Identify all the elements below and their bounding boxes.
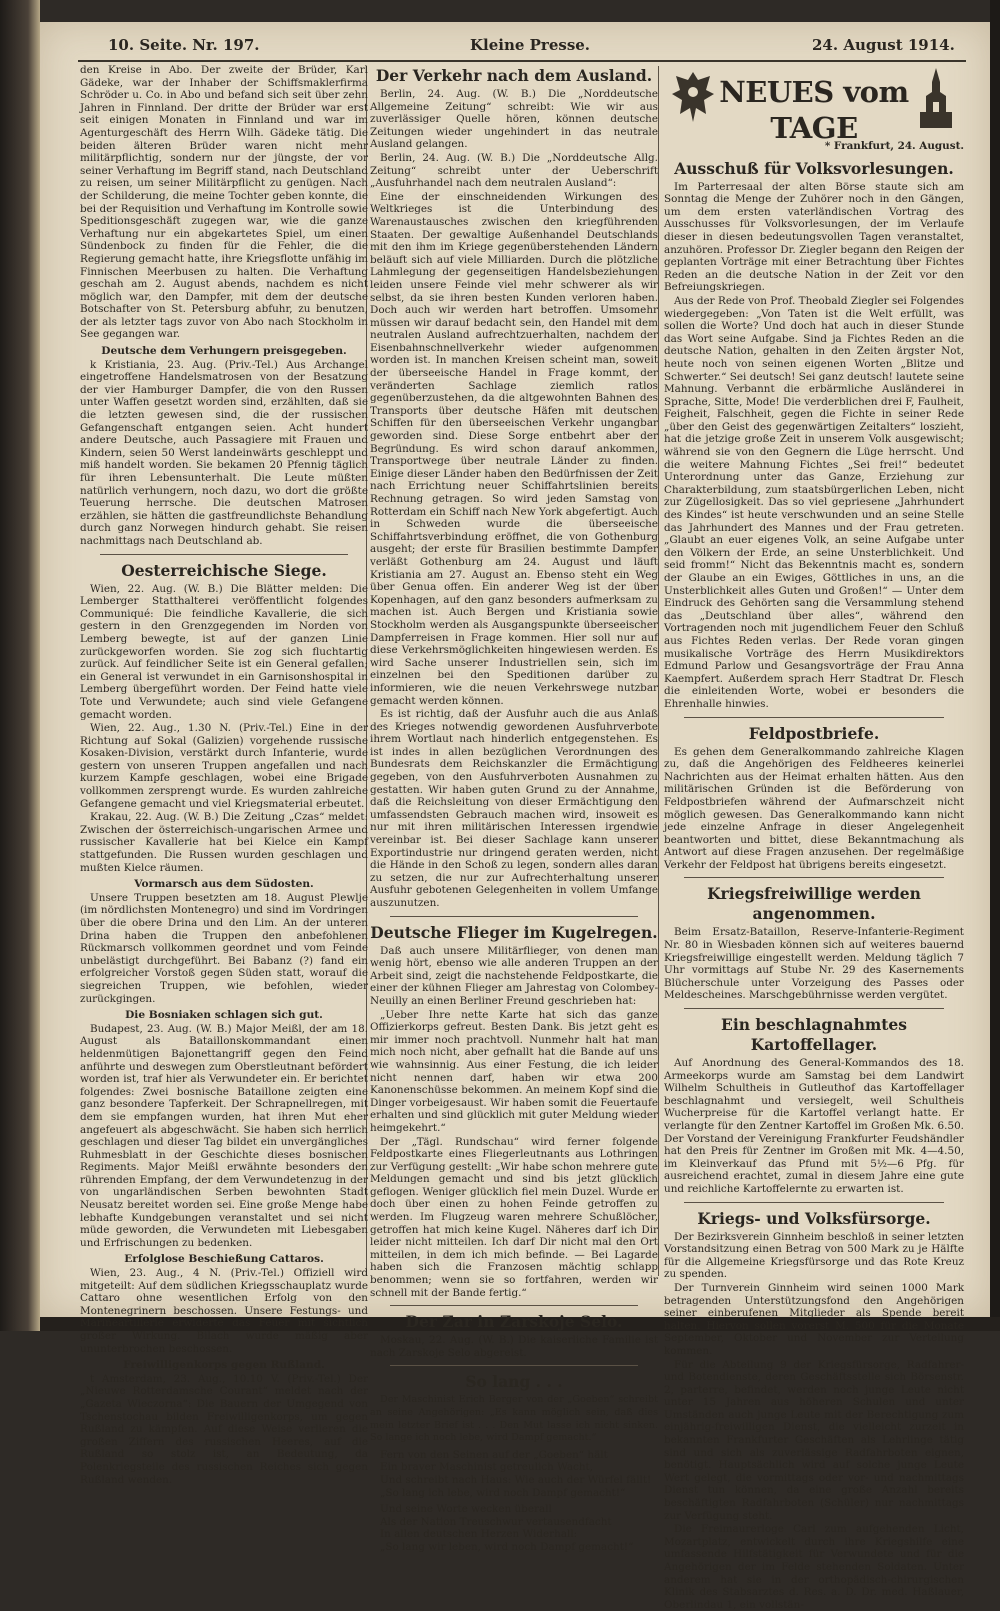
article-text: Aus der Rede von Prof. Theobald Ziegler sei Folgendes wiedergegeben: „Von Taten ist die Welt erfüllt, was sollen die Worte? Und doch hat auch in dieser Stunde das Wort seine Aufgabe. Sind ja Fichtes Reden an die deutsche Nation, gehalten in den Zeiten ärgster Not, heute noch von seinen eigenen Worten „Blitze und Schwerter.“ Sei deutsch! Sei ganz deutsch! lautete seine Mahnung. Verbannt die erbärmliche Ausländerei in Sprache, Sitte, Mode! Die verderblichen drei F, Faulheit, Feigheit, Falschheit, gegen die Fichte in seiner Rede „über den Geist des gegenwärtigen Zeitalters“ loszieht, hat die jetzige große Zeit in unserem Volk ausgewischt; während sie von den Gegnern die Lüge herrscht. Und die weitere Mahnung Fichtes „Sei frei!“ bedeutet Unterordnung unter das Ganze, Erziehung zur Charakterbildung, zum staatsbürgerlichen Leben, nicht zur Zügellosigkeit. Das so viel gepriesene „Jahrhundert des Kindes“ ist heute verschwunden und an seine Stelle das Jahrhundert des Mannes und der Frau getreten. „Glaubt an euer eigenes Volk, an seine Aufgabe unter den Völkern der Erde, an seine Unsterblichkeit. Und seid fromm!“ Nicht das Bekenntnis macht es, sondern der Glaube an ein Ewiges, Göttliches in uns, an die Unsterblichkeit alles Guten und Großen!“ — Unter dem Eindruck des Gehörten sang die Versammlung stehend das „Deutschland über alles“, während den Vortragenden noch mit jugendlichem Feuer den Schluß aus Fichtes Reden verlas. Der Rede voran gingen musikalische Vorträge des Herrn Musikdirektors Edmund Parlow und Gesangsvorträge der Frau Anna Kaempfert. Außerdem sprach Herr Stadtrat Dr. Flesch die einleitenden Worte, wobei er besonders die Ehrenhalle hinwies.	[664, 294, 964, 710]
article-subheading: Erfolglose Beschießung Cattaros.	[124, 1253, 324, 1266]
article-text: Es ist richtig, daß der Ausfuhr auch die aus Anlaß des Krieges notwendig gewordenen Ausfuhrverbote ihrem Wortlaut nach hinderlich entgegenstehen. Es ist indes in allen bezüglichen Verordnungen des Bundesrats dem Reichskanzler die Ermächtigung gegeben, von den Ausfuhrverboten Ausnahmen zu gestatten. Wir haben guten Grund zu der Annahme, daß die Reichsleitung von dieser Ermächtigung den umfassendsten Gebrauch machen wird, insoweit es nur mit ihren militärischen Interessen irgendwie vereinbar ist. Bei dieser Sachlage kann unserer Exportindustrie nur dringend geraten werden, nicht die Hände in den Schoß zu legen, sondern alles daran zu setzen, die nur zur Aufrechterhaltung unserer Ausfuhr gebotenen Gelegenheiten in vollem Umfange auszunutzen.	[370, 708, 658, 909]
article-text: Krakau, 22. Aug. (W. B.) Die Zeitung „Czas“ meldet: Zwischen der österreichisch-ungarischen Armee und russischer Kavallerie hat bei Kielce ein Kampf stattgefunden. Die Russen wurden geschlagen und mußten Kielce räumen.	[80, 811, 368, 874]
article-text: den Kreise in Abo. Der zweite der Brüder, Karl Gädeke, war der Inhaber der Schiffsmaklerfirma Schröder u. Co. in Abo und befand sich seit über zehn Jahren in Finnland. Der dritte der Brüder war erst seit einigen Monaten in Finnland und war im Agenturgeschäft des Herrn Wilh. Gädeke tätig. Die beiden älteren Brüder waren nicht mehr militärpflichtig, sondern nur der jüngste, der vor seiner Verhaftung im Begriff stand, nach Deutschland zu reisen, um seiner Militärpflicht zu genügen. Nach der Schilderung, die meine Tochter geben konnte, die bei der Requisition und Verhaftung im Kontrolle sowie Speditionsgeschäft zugegen war, wie die ganze Verhaftung nur ein abgekartetes Spiel, um einen Sündenbock zu finden für die Fehler, die die Regierung gemacht hatte, ihre Kriegsflotte unfähig im Finnischen Meerbusen zu halten. Die Verhaftung geschah am 2. August abends, nachdem es nicht möglich war, den Dampfer, mit dem der deutsche Botschafter von St. Petersburg abfuhr, zu benutzen, der als letzter tags zuvor von Abo nach Stockholm in See gegangen war.	[80, 64, 368, 341]
poem-stanza: Und seine Worte wecken überall Als der Nation Treuschwur vertausendfacht In allen deutschen Herzen Widerhall: „So lang wir leben, wird noch Dampf gemacht!“	[380, 1503, 634, 1553]
column-rule	[658, 66, 659, 1276]
right-edge	[990, 0, 1000, 1331]
article-text: Berlin, 24. Aug. (W. B.) Die „Norddeutsche Allgemeine Zeitung“ schreibt: Wie wir aus zuverlässiger Quelle hören, können deutsche Zeitungen wieder ungehindert in das neutrale Ausland gelangen.	[370, 88, 658, 151]
section-rule	[684, 1202, 944, 1203]
article-heading: Oesterreichische Siege.	[121, 560, 327, 580]
article-text: Berlin, 24. Aug. (W. B.) Die „Norddeutsche Allg. Zeitung“ schreibt unter der Ueberschrift „Ausfuhrhandel nach dem neutralen Ausland“:	[370, 151, 658, 190]
article-text: „Ueber Ihre nette Karte hat sich das ganze Offizierkorps gefreut. Besten Dank. Bis jetzt geht es mir immer noch prachtvoll. Nunmehr halt hat man mich noch nicht, aber gefnallt hat die Bande auf uns wie wahnsinnig. Aus einer Festung, die ich leider nicht nennen darf, haben wir etwa 200 Kanonenschüsse bekommen. An meinem Kopf sind die Dinger vorbeigesaust. Wir haben somit die Feuertaufe erhalten und sind glücklich mit guter Meldung wieder heimgekehrt.“	[370, 1008, 658, 1134]
article-heading: Der Verkehr nach dem Ausland.	[375, 66, 653, 85]
section-rule	[684, 1008, 944, 1009]
article-text: t Amsterdam, 23. Aug., 10.10 V. (Priv.-Tel.) Der „Nieuwe Rotterdamsche Courant“ meldet nach der „Gazeta Wieczorna“: Die Bauern der Umgegend von Tschenstochau bilden Freiwilligenkorps, um gegen Rußland zu kämpfen. Auf diese Weise verlieren die großen Ziffern des russischen Heeres, auf die Rußland so stolz ist, an Bedeutung, da Polenkriegsteile des russischen Reiches sich gegen Rußland wenden.	[80, 1372, 368, 1486]
article-text: Auf Anordnung des General-Kommandos des 18. Armeekorps wurde am Samstag bei dem Landwirt Wilhelm Schultheis in Gutleuthof das Kartoffellager beschlagnahmt und versiegelt, weil Schultheis Wucherpreise für die Kartoffel verlangt hatte. Er verlangte für den Zentner Kartoffel im Großen Mk. 6.50. Der Vorstand der Vereinigung Frankfurter Feudshändler hat den Preis für Zentner im Großen mit Mk. 4—4.50, im Kleinverkauf das Pfund mit 5½—6 Pfg. für ausreichend erachtet, zumal in diesem Jahre eine gute und reichliche Kartoffelernte zu erwarten ist.	[664, 1057, 964, 1195]
article-text: Die Freimaurerloge Carl zum aufgehenden Licht, Mozartplatz, entwickelt durch ihre Kriegshilfe eine umfassende Hilfstätigkeit für Verwundete und für die Angehörigen der im Felde stehenden Soldaten. Unter anderem hat sie in der orthopädisch-chirurgischen Klinik des Stabsarztes d. Res. a. D. Dr. med. Haßlauer, Oberlindau 1, ein vollstän-	[664, 1523, 964, 1611]
cathedral-icon	[916, 68, 956, 132]
article-text: Wien, 22. Aug., 1.30 N. (Priv.-Tel.) Eine in der Richtung auf Sokal (Galizien) vorgehende russische Kosaken-Division, verstärkt durch Infanterie, wurde gestern von unseren Truppen angefallen und nach kurzem Kampfe geschlagen, wobei eine Brigade vollkommen zersprengt wurde. Es wurden zahlreiche Gefangene gemacht und viel Kriegsmaterial erbeutet.	[80, 722, 368, 810]
binding-edge	[0, 0, 40, 1331]
article-text: Der „Tägl. Rundschau“ wird ferner folgende Feldpostkarte eines Fliegerleutnants aus Lothringen zur Verfügung gestellt: „Wir habe schon mehrere gute Meldungen gemacht und sind bis jetzt glücklich geflogen. Weniger glücklich fiel mein Duzel. Wurde er doch über einen zu hohen Feinde getroffen zu werden. Im Flugzeug waren mehrere Schußlöcher, getroffen hat mich keine Kugel. Näheres darf ich Dir leider nicht mitteilen. Ich darf Dir nicht mal den Ort mitteilen, in dem ich mich befinde. — Bei Lagarde haben sich die Franzosen mächtig schlapp benommen; wenn sie so fortfahren, werden wir schnell mit der Bande fertig.“	[370, 1135, 658, 1299]
article-heading: Kriegs- und Volksfürsorge.	[697, 1208, 931, 1228]
section-rule	[390, 1365, 638, 1366]
section-rule	[684, 717, 944, 718]
article-subheading: Vormarsch aus dem Südosten.	[134, 878, 314, 891]
article-text: Es gehen dem Generalkommando zahlreiche Klagen zu, daß die Angehörigen des Feldheeres keinerlei Nachrichten aus der Heimat erhalten hätten. Aus den militärischen Gründen ist die Beförderung von Feldpostbriefen während der Aufmarschzeit nicht möglich gewesen. Das Generalkommando kann nicht jede einzelne Anfrage in dieser Angelegenheit beantworten und bittet, diese Bekanntmachung als Antwort auf diese Fragen anzusehen. Der regelmäßige Verkehr der Feldpost hat übrigens bereits eingesetzt.	[664, 745, 964, 871]
column-2	[370, 64, 658, 1553]
section-rule	[684, 877, 944, 878]
newspaper-page	[40, 22, 990, 1611]
column-3	[664, 64, 964, 1611]
article-text: Wien, 22. Aug. (W. B.) Die Blätter melden: Die Lemberger Statthalterei veröffentlicht folgendes Communiqué: Die feindliche Kavallerie, die sich gestern in den Grenzgegenden im Norden von Lemberg bewegte, ist auf der ganzen Linie zurückgeworfen worden. Sie zog sich fluchtartig zurück. Auf feindlicher Seite ist ein General gefallen; ein General ist verwundet in ein Garnisonshospital in Lemberg übergeführt worden. Der Feind hatte viele Tote und Verwundete; auch sind viele Gefangene gemacht worden.	[80, 582, 368, 721]
article-heading: Deutsche Flieger im Kugelregen.	[370, 922, 658, 942]
poem-stanza: Fern von den Seinen auf der „Goeben“ hält Ein braver Maschinist getreulich Wacht, Und schreibt nach Haus: Wie auch der Würfel fällt! „So lang ich lebe, wird noch Dampf gemacht!“	[380, 1448, 652, 1499]
article-text: Unsere Truppen besetzten am 18. August Plewlje (im nördlichsten Montenegro) und sind im Vordringen über die obere Drina und den Lim. An der unteren Drina haben die Truppen den anbefohlenen Rückmarsch vollkommen geordnet und vom Feinde unbelästigt durchgeführt. Bei Babanz (?) fand ein erfolgreicher Vorstoß gegen Süden statt, worauf die siegreichen Truppen, wie befohlen, wieder zurückgingen.	[80, 891, 368, 1005]
page-number: 10. Seite. Nr. 197.	[108, 36, 260, 54]
issue-date: 24. August 1914.	[812, 36, 955, 54]
article-heading: Kriegsfreiwillige werden angenommen.	[707, 884, 921, 924]
article-heading: Feldpostbriefe.	[748, 723, 880, 743]
dateline: * Frankfurt, 24. August.	[824, 140, 964, 152]
article-text: Budapest, 23. Aug. (W. B.) Major Meißl, der am 18. August als Bataillonskommandant einen heldenmütigen Bajonettangriff gegen den Feind anführte und deswegen zum Oberstleutnant befördert worden ist, traf hier als Verwundeter ein. Er berichtet folgendes: Zwei bosnische Bataillone zeigten eine ganz besondere Tapferkeit. Der Schrapnellregen, mit dem sie empfangen wurden, hat ihren Mut eher angefeuert als abgeschwächt. Sie haben sich herrlich geschlagen und dieser Tag bildet ein unvergängliches Ruhmesblatt in der Geschichte dieses bosnischen Regiments. Major Meißl erwähnte besonders den rührenden Empfang, der dem Verwundetenzug in der von ungarländischen Serben bewohnten Stadt Neusatz bereitet worden sei. Eine große Menge habe lebhafte Kundgebungen veranstaltet und sei nicht müde geworden, die Verwundeten mit Liebesgaben und Erfrischungen zu bedenken.	[80, 1022, 368, 1249]
section-rule	[390, 1305, 638, 1306]
poem-heading: So lang . . .	[465, 1372, 563, 1392]
header-rule	[78, 60, 966, 62]
section-rule	[100, 554, 348, 555]
article-heading: Ein beschlagnahmtes Kartoffellager.	[721, 1015, 907, 1055]
article-text: Daß auch unsere Militärflieger, von denen man wenig hört, ebenso wie alle anderen Truppen an der Arbeit sind, zeigt die nachstehende Feldpostkarte, die einer der kühnen Flieger am Jahrestag von Colombey-Neuilly an einen Berliner Freund geschrieben hat:	[370, 944, 658, 1007]
eagle-crest-icon	[670, 68, 716, 128]
section-rule	[390, 916, 638, 917]
section-masthead	[664, 68, 964, 145]
article-heading: Der Zar in Zarskoje Selo.	[405, 1312, 623, 1332]
article-text: Der Bezirksverein Ginnheim beschloß in seiner letzten Vorstandsitzung einen Betrag von 500 Mark zu je Hälfte für die Allgemeine Kriegsfürsorge und das Rote Kreuz zu spenden.	[664, 1230, 964, 1281]
article-subheading: Deutsche dem Verhungern preisgegeben.	[101, 345, 347, 358]
article-text: Moskau, 22. Aug. (W. B.) Die kaiserliche Familie ist nach Zarskoje Selo abgereist.	[370, 1334, 658, 1359]
article-subheading: Freiwilligenkorps gegen Rußland.	[123, 1359, 325, 1372]
article-text: k Kristiania, 23. Aug. (Priv.-Tel.) Aus Archangel eingetroffene Handelsmatrosen von der Besatzung der vier Hamburger Dampfer, die von den Russen unter Waffen gesetzt worden sind, erzählten, daß sie die letzten gewesen sind, die der russischen Gefangenschaft entgangen seien. Acht hundert andere Deutsche, auch Passagiere mit Frauen und Kindern, seien 50 Werst landeinwärts geschleppt und miß handelt worden. Sie bekamen 20 Pfennig täglich für ihren Lebensunterhalt. Die Leute müßten natürlich verhungern, noch dazu, wo dort die größte Teuerung herrsche. Die deutschen Matrosen erzählen, sie hätten die gastfreundlichste Behandlung durch ganz Norwegen hindurch gehabt. Sie reisen nachmittags nach Deutschland ab.	[80, 358, 368, 547]
article-text: Eine der einschneidenden Wirkungen des Weltkrieges ist die Unterbindung des Warenaustausches zwischen den kriegführenden Staaten. Der gewaltige Außenhandel Deutschlands mit den ihm im Kriege gegenüberstehenden Ländern beläuft sich auf viele Milliarden. Durch die plötzliche Lahmlegung der gegenseitigen Handelsbeziehungen leiden unsere Feinde viel mehr schwerer als wir selbst, da sie ihren besten Kunden verloren haben. Doch auch wir werden hart betroffen. Umsomehr müssen wir darauf bedacht sein, den Handel mit dem neutralen Ausland aufrechtzuerhalten, nachdem der Eisenbahnschnellverkehr wieder aufgenommen worden ist. In manchen Kreisen scheint man, soweit der überseeische Handel in Frage kommt, der veränderten Sachlage ziemlich ratlos gegenüberzustehen, da die altgewohnten Bahnen des Transports über deutsche Häfen mit deutschen Schiffen für den überseeischen Verkehr ungangbar geworden sind. Diese Sorge entbehrt aber der Begründung. Es wird schon darauf ankommen, Transportwege über neutrale Länder zu finden. Einige dieser Länder haben den Bedürfnissen der Zeit nach Errichtung neuer Schiffahrtslinien bereits Rechnung getragen. So wird jeden Samstag von Rotterdam ein Schiff nach New York abgefertigt. Auch in Schweden wurde die überseeische Schiffahrtsverbindung eröffnet, die von Gothenburg ausgeht; der erste für Brasilien bestimmte Dampfer verläßt Gothenburg am 24. August und läuft Kristiania am 27. August an. Ebenso steht ein Weg über Genua offen. Ein anderer Weg ist der über Kopenhagen, auf den ganz besonders aufmerksam zu machen ist. Auch Bergen und Kristiania sowie Stockholm werden als Ausgangspunkte überseeischer Dampferreisen in Frage kommen. Hier soll nur auf diese Verkehrsmöglichkeiten hingewiesen werden. Es wird Sache unserer Industriellen sein, sich im einzelnen bei den Speditionen darüber zu informieren, wie die neuen Verkehrswege nutzbar gemacht werden können.	[370, 190, 658, 707]
page-header	[40, 22, 990, 64]
article-text: Für die Abteilung 9 der Kriegsfürsorge, Radfahrer- und Botendienste, deren Geschäftsstelle sich Börsenstr. 2, parterre, befindet, werden noch junge Leute nicht unter 15 Jahren aus höheren Schulen und unter Umständen auch junge Leute mit der Berechtigung zum einjährig-freiwilligen Dienst, die vielleicht zurzeit in bekannten Frankfurter Geschäften als Lehrlinge tätig sind und sich als zuverlässige Radfahrboten eignen, benötigt. Hauptsächlich wird auf solche junge Leute Wert gelegt, die vormittags oder vor- und nachmittags Dienst tun können, da eine große Anzahl bereits beschäftigten Radfahrboten (Schüler) nur nachmittags zur Verfügung steht.	[664, 1358, 964, 1522]
article-text: Der Maschinist Erich Berger von der „Goeben“ schreibt an seine Angehörigen: „Es kann möglich sein, daß dies mein letzter Brief ist . . . Den Mut lasse ich nicht sinken. So lange ich noch lebe, wird Dampf gemacht.“	[370, 1394, 658, 1444]
article-text: Wien, 23. Aug., 4 N. (Priv.-Tel.) Offiziell wird mitgeteilt: Auf dem südlichen Kriegsschauplatz wurde Cattaro ohne wesentlichen Erfolg von den Montenegrinern beschossen. Unsere Festungs- und Marineartillerie erwiderte das Feuer mit sichtlich großer Wirkung. Bilach wurde mäßig aber ununterbrochen beschossen.	[80, 1267, 368, 1355]
article-heading: Ausschuß für Volksvorlesungen.	[674, 158, 954, 178]
section-title: NEUES vom TAGE	[719, 75, 909, 145]
newspaper-name: Kleine Presse.	[470, 36, 591, 54]
article-text: Der Turnverein Ginnheim wird seinen 1000 Mark betragenden Unterstützungsfond den Angehörigen seiner einberufenen Mitglieder als Spende bereit halten. Hiervon sollen vorerst M. 500 für die Monate September, Oktober und November zur Verteilung kommen.	[664, 1281, 964, 1357]
article-text: Im Parterresaal der alten Börse staute sich am Sonntag die Menge der Zuhörer noch in den Gängen, um dem ersten vaterländischen Vortrag des Ausschusses für Volksvorlesungen, der im Verlaufe dieser in diesen bedeutungsvollen Tagen veranstaltet, anzuhören. Professor Dr. Ziegler begann den Reigen der geplanten Vorträge mit einer Betrachtung über Fichtes Reden an die deutsche Nation in der Zeit vor den Befreiungskriegen.	[664, 180, 964, 294]
article-subheading: Die Bosniaken schlagen sich gut.	[125, 1009, 323, 1022]
column-1	[80, 64, 368, 1486]
article-text: Beim Ersatz-Bataillon, Reserve-Infanterie-Regiment Nr. 80 in Wiesbaden können sich auf weiteres bauernd Kriegsfreiwillige eingestellt werden. Meldung täglich 7 Uhr vormittags auf Stube Nr. 29 des Kasernements Blücherschule unter Vorzeigung des Passes oder Meldescheines. Marschgebührnisse werden vergütet.	[664, 926, 964, 1002]
